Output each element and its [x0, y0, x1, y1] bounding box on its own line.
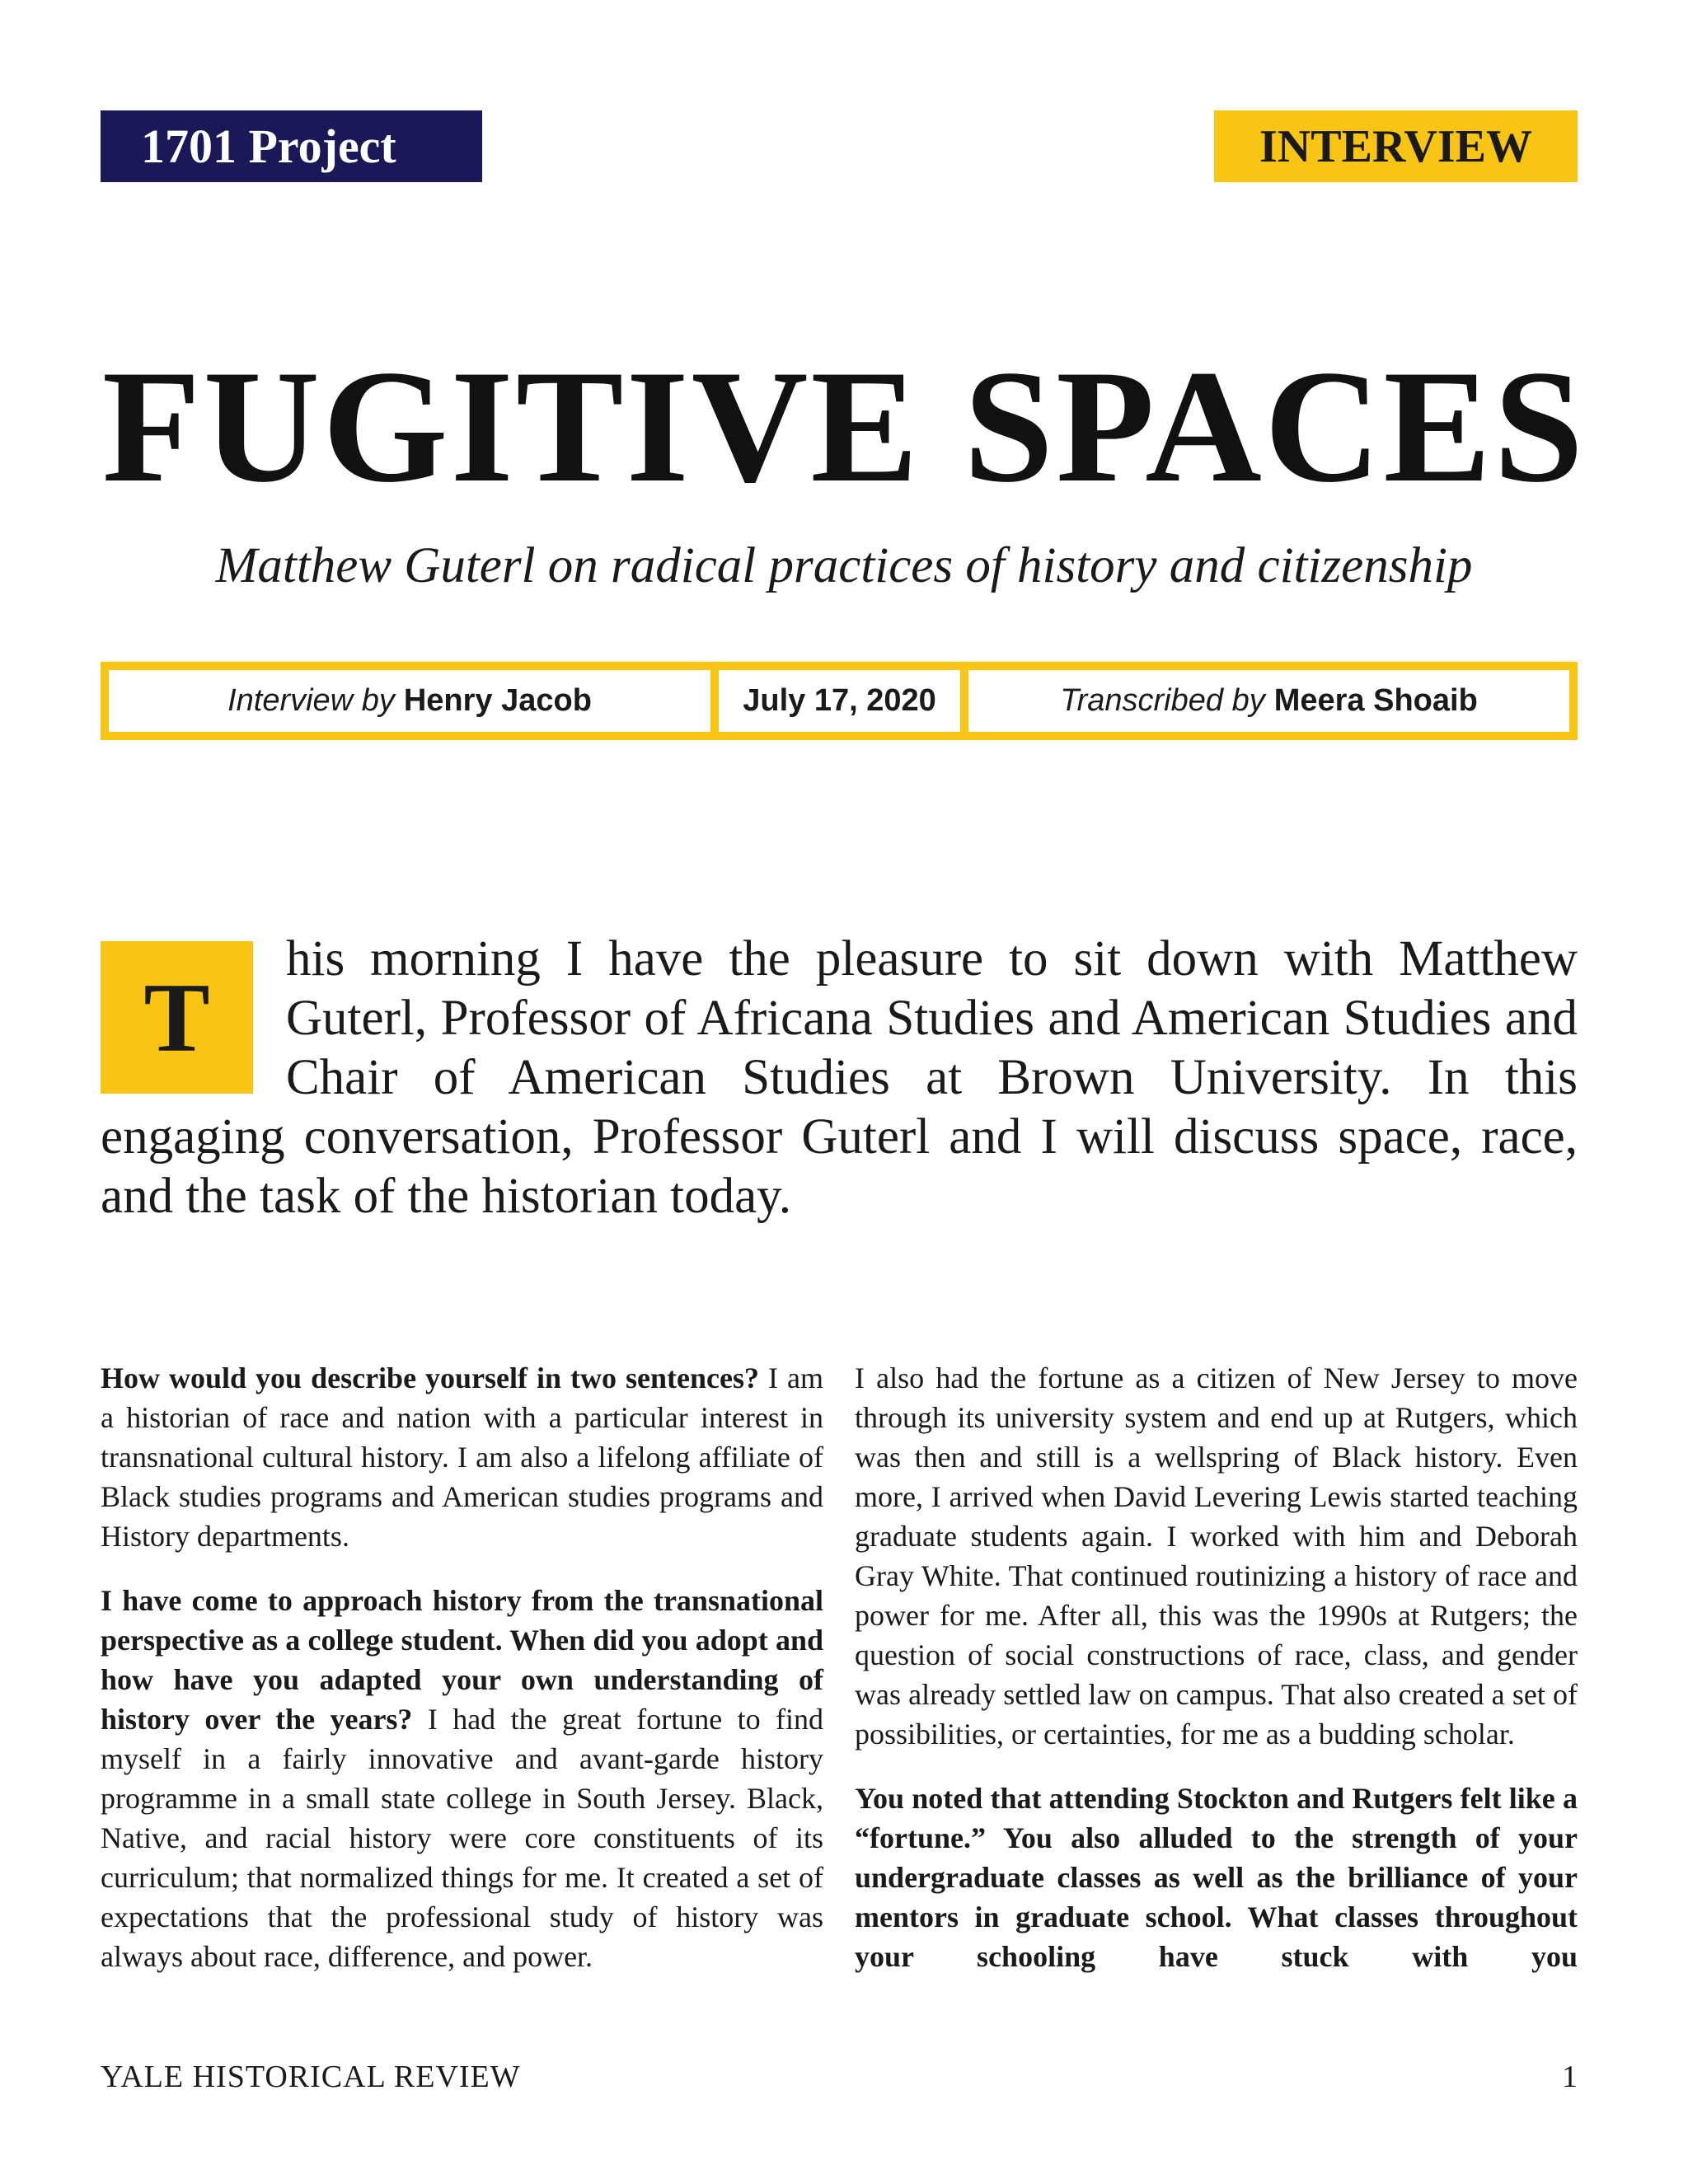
- qa-paragraph: [855, 1358, 1578, 1754]
- interview-label: Interview by: [227, 683, 395, 718]
- page-number: 1: [1562, 2060, 1578, 2094]
- credits-bar: [101, 662, 1578, 740]
- interview-answer: I had the great fortune to find myself in a fairly innovative and avant-garde history programme in a small state college in South Jersey. Black, Native, and racial history were core constituents of its curriculum; that normalized things for me. It created a set of expectations that the professional study of history was always about race, difference, and power.: [101, 1703, 824, 1973]
- transcribed-label: Transcribed by: [1060, 683, 1265, 718]
- left-column: [101, 1358, 823, 2001]
- transcriber-name: Meera Shoaib: [1273, 683, 1478, 718]
- interview-question: I have come to approach history from the transnational perspective as a college student. When did you adopt and how have you adapted your own understanding of history over the years?: [101, 1584, 823, 1736]
- article-type-tag: INTERVIEW: [1214, 110, 1578, 182]
- intro-paragraph: [101, 930, 1578, 1226]
- qa-paragraph: [101, 1581, 823, 1976]
- drop-cap: T: [101, 941, 253, 1094]
- qa-paragraph: [855, 1779, 1578, 1976]
- interview-question: How would you describe yourself in two sentences?: [101, 1361, 760, 1394]
- article-subtitle: Matthew Guterl on radical practices of history and citizenship: [215, 538, 1473, 593]
- interview-answer: I also had the fortune as a citizen of New Jersey to move through its university system and end up at Rutgers, which was then and still is a wellspring of Black history. Even more, I arrived when David Levering Lewis started teaching graduate students again. I worked with him and Deborah Gray White. That continued routinizing a history of race and power for me. After all, this was the 1990s at Rutgers; the question of social constructions of race, class, and gender was already settled law on campus. That also created a set of possibilities, or certainties, for me as a budding scholar.: [855, 1361, 1578, 1750]
- interview-date: July 17, 2020: [719, 670, 968, 732]
- interview-answer: I am a historian of race and nation with a particular interest in transnational cultural history. I am also a lifelong affiliate of Black studies programs and American studies programs and History departments.: [101, 1361, 824, 1553]
- transcriber-credit: [968, 670, 1569, 732]
- right-column: [855, 1358, 1578, 2001]
- article-title: FUGITIVE SPACES: [101, 337, 1587, 516]
- publication-name: YALE HISTORICAL REVIEW: [101, 2060, 521, 2094]
- intro-text: his morning I have the pleasure to sit down with Matthew Guterl, Professor of Africana Studies and American Studies and Chair of American Studies at Brown University. In this engaging conversation, Professor Guterl and I will discuss space, race, and the task of the historian today.: [101, 931, 1578, 1224]
- interview-question: You noted that attending Stockton and Rutgers felt like a “fortune.” You also alluded to the strength of your undergraduate classes as well as the brilliance of your mentors in graduate school. What classes throughout your schooling have stuck with you: [855, 1782, 1578, 1973]
- interviewer-credit: [109, 670, 719, 732]
- section-tag: 1701 Project: [101, 110, 482, 182]
- interviewer-name: Henry Jacob: [403, 683, 592, 718]
- qa-paragraph: [101, 1358, 823, 1556]
